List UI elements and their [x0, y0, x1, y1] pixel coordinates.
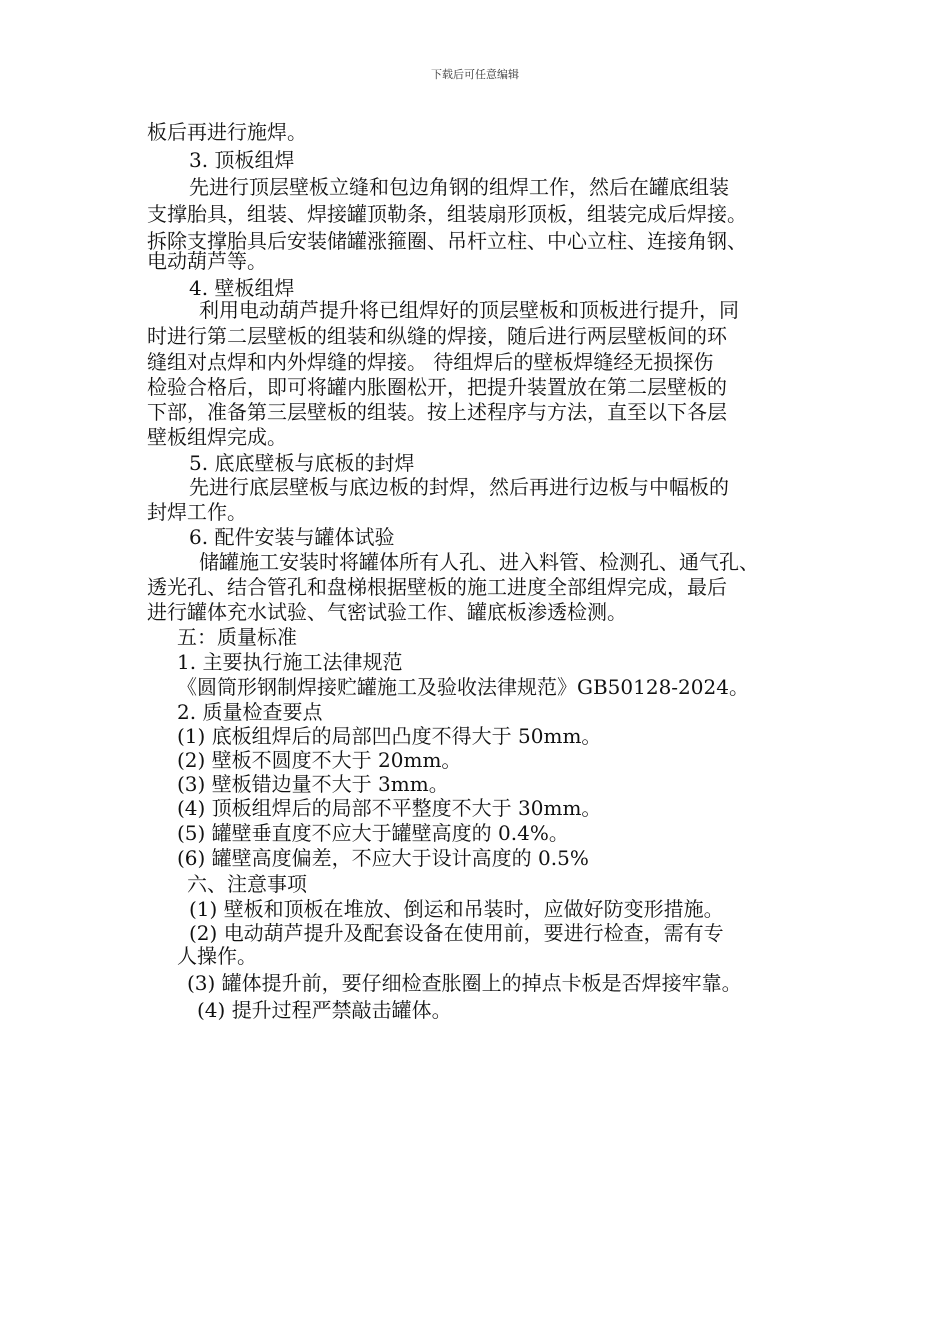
paragraph-line: 检验合格后，即可将罐内胀圈松开，把提升装置放在第二层壁板的: [147, 375, 727, 399]
section-heading: 2. 质量检查要点: [177, 700, 323, 724]
list-item: (1) 底板组焊后的局部凹凸度不得大于 50mm。: [177, 724, 602, 748]
paragraph-line: 先进行底层壁板与底边板的封焊，然后再进行边板与中幅板的: [189, 475, 729, 499]
list-item: (4) 顶板组焊后的局部不平整度不大于 30mm。: [177, 796, 602, 820]
list-item: (3) 罐体提升前，要仔细检查胀圈上的掉点卡板是否焊接牢靠。: [187, 971, 742, 995]
section-heading: 4. 壁板组焊: [189, 276, 295, 300]
paragraph-line: 支撑胎具，组装、焊接罐顶勒条，组装扇形顶板，组装完成后焊接。: [147, 202, 747, 226]
paragraph-line: 壁板组焊完成。: [147, 425, 287, 449]
paragraph-line: 透光孔、结合管孔和盘梯根据壁板的施工进度全部组焊完成，最后: [147, 575, 727, 599]
list-item: (2) 壁板不圆度不大于 20mm。: [177, 748, 462, 772]
paragraph-line: 利用电动葫芦提升将已组焊好的顶层壁板和顶板进行提升，同: [199, 298, 739, 322]
paragraph-line: 时进行第二层壁板的组装和纵缝的焊接，随后进行两层壁板间的环: [147, 324, 727, 348]
list-item: (6) 罐壁高度偏差，不应大于设计高度的 0.5%: [177, 846, 589, 870]
paragraph-line: 进行罐体充水试验、气密试验工作、罐底板渗透检测。: [147, 600, 627, 624]
list-item: (2) 电动葫芦提升及配套设备在使用前，要进行检查，需有专: [189, 921, 724, 945]
section-heading: 1. 主要执行施工法律规范: [177, 650, 403, 674]
list-item: (1) 壁板和顶板在堆放、倒运和吊装时，应做好防变形措施。: [189, 897, 724, 921]
section-heading: 3. 顶板组焊: [189, 148, 295, 172]
paragraph-line: 封焊工作。: [147, 500, 247, 524]
paragraph-line: 拆除支撑胎具后安装储罐涨箍圈、吊杆立柱、中心立柱、连接角钢、: [147, 229, 747, 253]
list-item: (4) 提升过程严禁敲击罐体。: [197, 998, 452, 1022]
list-item: (5) 罐壁垂直度不应大于罐壁高度的 0.4%。: [177, 821, 569, 845]
paragraph-line: 《圆筒形钢制焊接贮罐施工及验收法律规范》GB50128-2024。: [177, 675, 749, 699]
paragraph-line: 先进行顶层壁板立缝和包边角钢的组焊工作，然后在罐底组装: [189, 175, 729, 199]
paragraph-line: 储罐施工安装时将罐体所有人孔、进入料管、检测孔、通气孔、: [199, 550, 759, 574]
list-item-continuation: 人操作。: [177, 944, 257, 968]
chapter-heading: 五：质量标准: [177, 625, 297, 649]
section-heading: 5. 底底壁板与底板的封焊: [189, 451, 415, 475]
section-heading: 6. 配件安装与罐体试验: [189, 525, 395, 549]
chapter-heading: 六、注意事项: [187, 872, 307, 896]
paragraph-line: 电动葫芦等。: [147, 249, 267, 273]
page-header: 下载后可任意编辑: [431, 68, 519, 81]
list-item: (3) 壁板错边量不大于 3mm。: [177, 772, 449, 796]
paragraph-line: 缝组对点焊和内外焊缝的焊接。 待组焊后的壁板焊缝经无损探伤: [147, 350, 714, 374]
paragraph-line: 下部，准备第三层壁板的组装。按上述程序与方法，直至以下各层: [147, 400, 727, 424]
paragraph-line: 板后再进行施焊。: [147, 120, 307, 144]
